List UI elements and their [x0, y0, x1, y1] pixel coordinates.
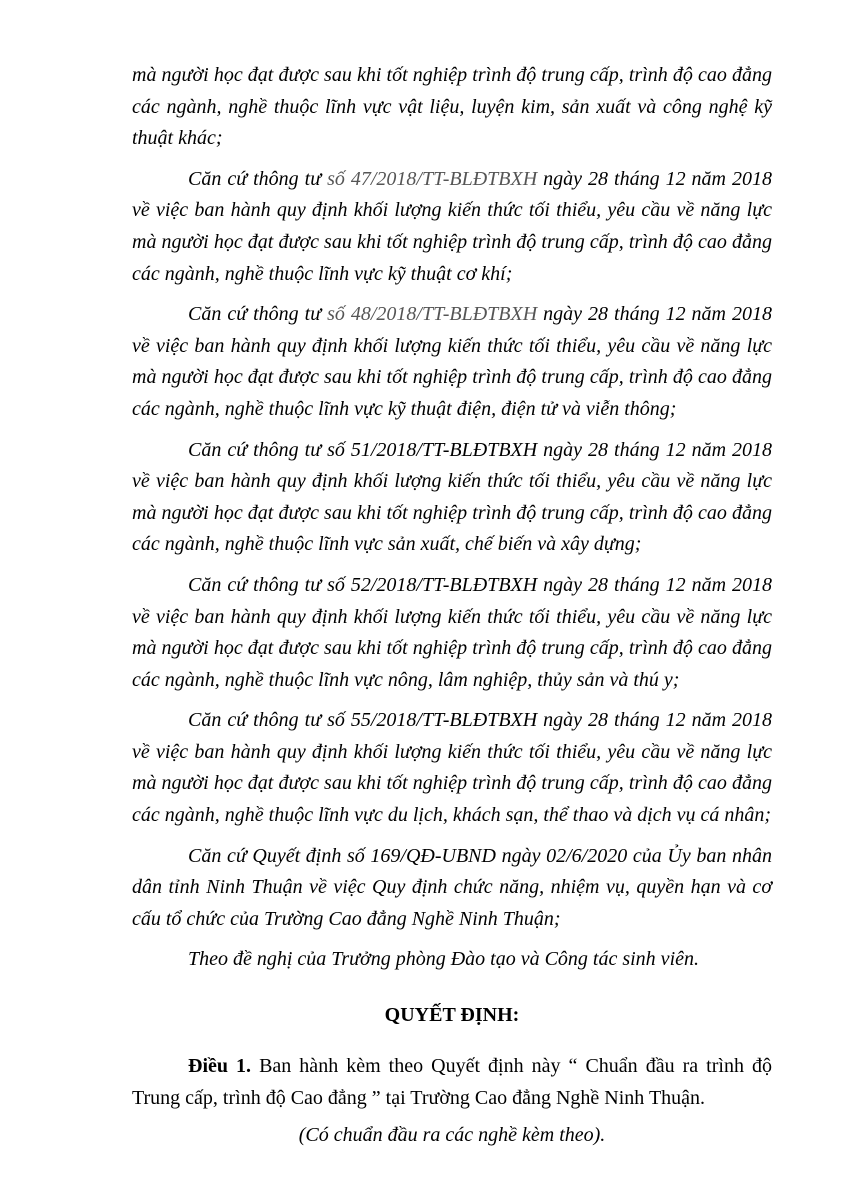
paragraph-circular-52 — [132, 570, 772, 696]
circular-reference: số 47/2018/TT-BLĐTBXH — [327, 167, 538, 190]
paragraph-circular-48 — [132, 299, 772, 425]
paragraph-text: mà người học đạt được sau khi tốt nghiệp trình độ trung cấp, trình độ cao đẳng các ngành, nghề thuộc lĩnh vực vật liệu, luyện kim, sản xuất và công nghệ kỹ thuật khác; — [132, 64, 772, 150]
paragraph-text: ngày 28 tháng 12 năm 2018 về việc ban hành quy định khối lượng kiến thức tối thiểu, yêu cầu về năng lực mà người học đạt được sau khi tốt nghiệp trình độ trung cấp, trình độ cao đẳng các ngành, nghề thuộc lĩnh vực kỹ thuật điện, điện tử và viễn thông; — [132, 303, 772, 420]
decision-heading: QUYẾT ĐỊNH: — [384, 1004, 520, 1027]
article-label: Điều 1. — [188, 1055, 252, 1078]
paragraph-text: ngày 28 tháng 12 năm 2018 về việc ban hành quy định khối lượng kiến thức tối thiểu, yêu cầu về năng lực mà người học đạt được sau khi tốt nghiệp trình độ trung cấp, trình độ cao đẳng các ngành, nghề thuộc lĩnh vực kỹ thuật cơ khí; — [132, 167, 772, 285]
paragraph-proposal — [132, 944, 772, 976]
paragraph-text: Căn cứ Quyết định số 169/QĐ-UBND ngày 02/6/2020 của Ủy ban nhân dân tỉnh Ninh Thuận về việc Quy định chức năng, nhiệm vụ, quyền hạn và cơ cấu tổ chức của Trường Cao đẳng Nghề Ninh Thuận; — [132, 844, 772, 930]
paragraph-circular-51 — [132, 435, 772, 561]
paragraph-circular-55 — [132, 705, 772, 831]
paragraph-text: Theo đề nghị của Trưởng phòng Đào tạo và Công tác sinh viên. — [188, 948, 699, 971]
paragraph-decision-169 — [132, 841, 772, 936]
circular-reference: số 48/2018/TT-BLĐTBXH — [327, 303, 538, 326]
article-1 — [132, 1051, 772, 1114]
article-text: Ban hành kèm theo Quyết định này “ Chuẩn đầu ra trình độ Trung cấp, trình độ Cao đẳng ” tại Trường Cao đẳng Nghề Ninh Thuận. — [132, 1055, 772, 1109]
paragraph-text: Căn cứ thông tư số 52/2018/TT-BLĐTBXH ngày 28 tháng 12 năm 2018 về việc ban hành quy định khối lượng kiến thức tối thiểu, yêu cầu về năng lực mà người học đạt được sau khi tốt nghiệp trình độ trung cấp, trình độ cao đẳng các ngành, nghề thuộc lĩnh vực nông, lâm nghiệp, thủy sản và thú y; — [132, 573, 772, 691]
paragraph-text: Căn cứ thông tư số 51/2018/TT-BLĐTBXH ngày 28 tháng 12 năm 2018 về việc ban hành quy định khối lượng kiến thức tối thiểu, yêu cầu về năng lực mà người học đạt được sau khi tốt nghiệp trình độ trung cấp, trình độ cao đẳng các ngành, nghề thuộc lĩnh vực sản xuất, chế biến và xây dựng; — [132, 438, 772, 556]
paragraph-continuation — [132, 60, 772, 155]
attachment-note: (Có chuẩn đầu ra các nghề kèm theo). — [298, 1124, 606, 1147]
paragraph-text: Căn cứ thông tư — [188, 303, 328, 326]
paragraph-text: Căn cứ thông tư — [188, 167, 328, 190]
paragraph-circular-47 — [132, 164, 772, 290]
paragraph-text: Căn cứ thông tư số 55/2018/TT-BLĐTBXH ngày 28 tháng 12 năm 2018 về việc ban hành quy định khối lượng kiến thức tối thiểu, yêu cầu về năng lực mà người học đạt được sau khi tốt nghiệp trình độ trung cấp, trình độ cao đẳng các ngành, nghề thuộc lĩnh vực du lịch, khách sạn, thể thao và dịch vụ cá nhân; — [132, 709, 772, 827]
